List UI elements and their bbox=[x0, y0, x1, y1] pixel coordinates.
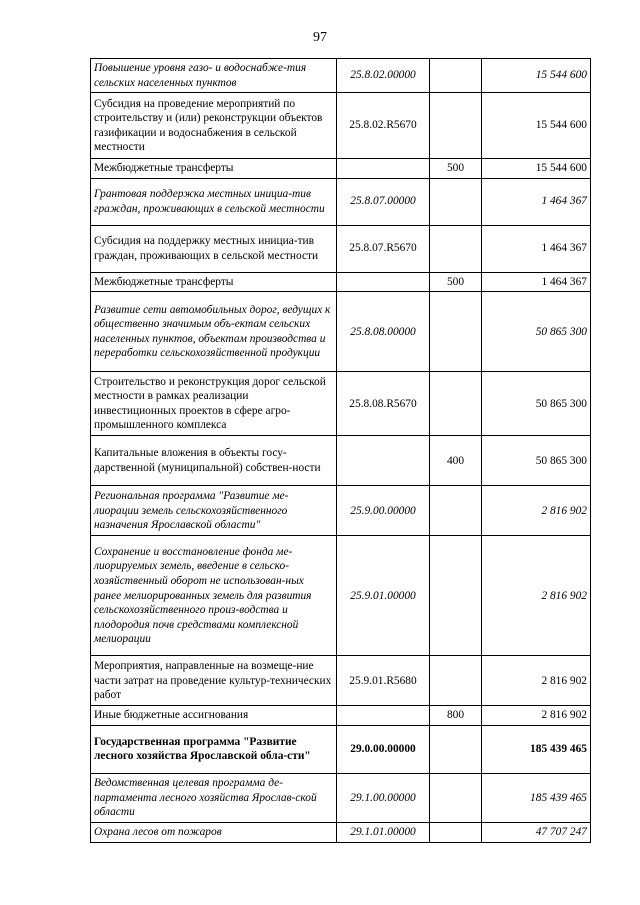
row-amount-cell: 1 464 367 bbox=[482, 225, 591, 272]
table-body bbox=[91, 59, 591, 843]
row-expense-type-cell: 500 bbox=[430, 159, 482, 179]
row-name-cell: Мероприятия, направленные на возмеще-ние части затрат на проведение культур-технических работ bbox=[91, 656, 337, 706]
table-row bbox=[91, 822, 591, 842]
row-expense-type-cell: 500 bbox=[430, 272, 482, 292]
row-amount-cell: 185 439 465 bbox=[482, 725, 591, 773]
row-code-cell: 25.8.02.R5670 bbox=[337, 93, 430, 159]
row-expense-type-cell bbox=[430, 536, 482, 656]
row-amount-cell: 50 865 300 bbox=[482, 436, 591, 486]
row-expense-type-cell bbox=[430, 292, 482, 372]
row-code-cell: 25.8.07.R5670 bbox=[337, 225, 430, 272]
row-expense-type-cell bbox=[430, 725, 482, 773]
row-name-cell: Региональная программа "Развитие ме-лиорации земель сельскохозяйственного назначения Ярославской области" bbox=[91, 486, 337, 536]
row-expense-type-cell bbox=[430, 372, 482, 436]
table-row bbox=[91, 436, 591, 486]
row-name-cell: Развитие сети автомобильных дорог, ведущих к общественно значимым объ-ектам сельских населенных пунктов, объектам производства и переработки сельскохозяйственной продукции bbox=[91, 292, 337, 372]
row-amount-cell: 2 816 902 bbox=[482, 656, 591, 706]
row-amount-cell: 15 544 600 bbox=[482, 59, 591, 93]
table-row bbox=[91, 725, 591, 773]
row-code-cell bbox=[337, 706, 430, 726]
table-row bbox=[91, 372, 591, 436]
row-expense-type-cell: 400 bbox=[430, 436, 482, 486]
row-expense-type-cell bbox=[430, 486, 482, 536]
row-code-cell: 25.9.00.00000 bbox=[337, 486, 430, 536]
table-row bbox=[91, 773, 591, 822]
row-name-cell: Капитальные вложения в объекты госу-дарственной (муниципальной) собствен-ности bbox=[91, 436, 337, 486]
row-name-cell: Иные бюджетные ассигнования bbox=[91, 706, 337, 726]
row-code-cell: 29.1.00.00000 bbox=[337, 773, 430, 822]
row-expense-type-cell: 800 bbox=[430, 706, 482, 726]
table-row bbox=[91, 178, 591, 225]
row-expense-type-cell bbox=[430, 656, 482, 706]
row-name-cell: Ведомственная целевая программа де-партамента лесного хозяйства Ярослав-ской области bbox=[91, 773, 337, 822]
row-code-cell: 25.9.01.00000 bbox=[337, 536, 430, 656]
row-code-cell: 25.8.08.00000 bbox=[337, 292, 430, 372]
table-row bbox=[91, 93, 591, 159]
row-expense-type-cell bbox=[430, 178, 482, 225]
row-code-cell bbox=[337, 159, 430, 179]
row-expense-type-cell bbox=[430, 225, 482, 272]
table-row bbox=[91, 536, 591, 656]
row-amount-cell: 185 439 465 bbox=[482, 773, 591, 822]
row-amount-cell: 50 865 300 bbox=[482, 372, 591, 436]
row-code-cell: 29.0.00.00000 bbox=[337, 725, 430, 773]
row-name-cell: Грантовая поддержка местных инициа-тив граждан, проживающих в сельской местности bbox=[91, 178, 337, 225]
row-code-cell: 29.1.01.00000 bbox=[337, 822, 430, 842]
table-row bbox=[91, 159, 591, 179]
row-amount-cell: 1 464 367 bbox=[482, 272, 591, 292]
row-expense-type-cell bbox=[430, 93, 482, 159]
row-name-cell: Государственная программа "Развитие лесного хозяйства Ярославской обла-сти" bbox=[91, 725, 337, 773]
row-amount-cell: 15 544 600 bbox=[482, 93, 591, 159]
row-code-cell: 25.8.07.00000 bbox=[337, 178, 430, 225]
table-row bbox=[91, 292, 591, 372]
row-name-cell: Охрана лесов от пожаров bbox=[91, 822, 337, 842]
row-expense-type-cell bbox=[430, 822, 482, 842]
row-amount-cell: 1 464 367 bbox=[482, 178, 591, 225]
row-expense-type-cell bbox=[430, 773, 482, 822]
row-name-cell: Субсидия на проведение мероприятий по строительству и (или) реконструкции объектов газификации и водоснабжения в сельской местности bbox=[91, 93, 337, 159]
row-expense-type-cell bbox=[430, 59, 482, 93]
row-amount-cell: 2 816 902 bbox=[482, 486, 591, 536]
row-name-cell: Сохранение и восстановление фонда ме-лиорируемых земель, введение в сельско-хозяйственный оборот не использован-ных ранее мелиорированных земель для развития сельскохозяйственного произ-водства и плодородия почв средствами комплексной мелиорации bbox=[91, 536, 337, 656]
row-amount-cell: 47 707 247 bbox=[482, 822, 591, 842]
table-row bbox=[91, 225, 591, 272]
row-code-cell: 25.9.01.R5680 bbox=[337, 656, 430, 706]
row-name-cell: Повышение уровня газо- и водоснабже-тия сельских населенных пунктов bbox=[91, 59, 337, 93]
row-name-cell: Межбюджетные трансферты bbox=[91, 159, 337, 179]
row-amount-cell: 2 816 902 bbox=[482, 536, 591, 656]
table-row bbox=[91, 486, 591, 536]
row-name-cell: Субсидия на поддержку местных инициа-тив граждан, проживающих в сельской местности bbox=[91, 225, 337, 272]
row-code-cell bbox=[337, 436, 430, 486]
page-number: 97 bbox=[313, 30, 327, 45]
row-code-cell: 25.8.08.R5670 bbox=[337, 372, 430, 436]
table-row bbox=[91, 656, 591, 706]
table-row bbox=[91, 706, 591, 726]
row-code-cell: 25.8.02.00000 bbox=[337, 59, 430, 93]
table-row bbox=[91, 272, 591, 292]
row-amount-cell: 50 865 300 bbox=[482, 292, 591, 372]
row-amount-cell: 15 544 600 bbox=[482, 159, 591, 179]
budget-table bbox=[90, 58, 591, 843]
row-code-cell bbox=[337, 272, 430, 292]
table-row bbox=[91, 59, 591, 93]
row-name-cell: Межбюджетные трансферты bbox=[91, 272, 337, 292]
row-amount-cell: 2 816 902 bbox=[482, 706, 591, 726]
row-name-cell: Строительство и реконструкция дорог сельской местности в рамках реализации инвестиционных проектов в сфере агро-промышленного комплекса bbox=[91, 372, 337, 436]
